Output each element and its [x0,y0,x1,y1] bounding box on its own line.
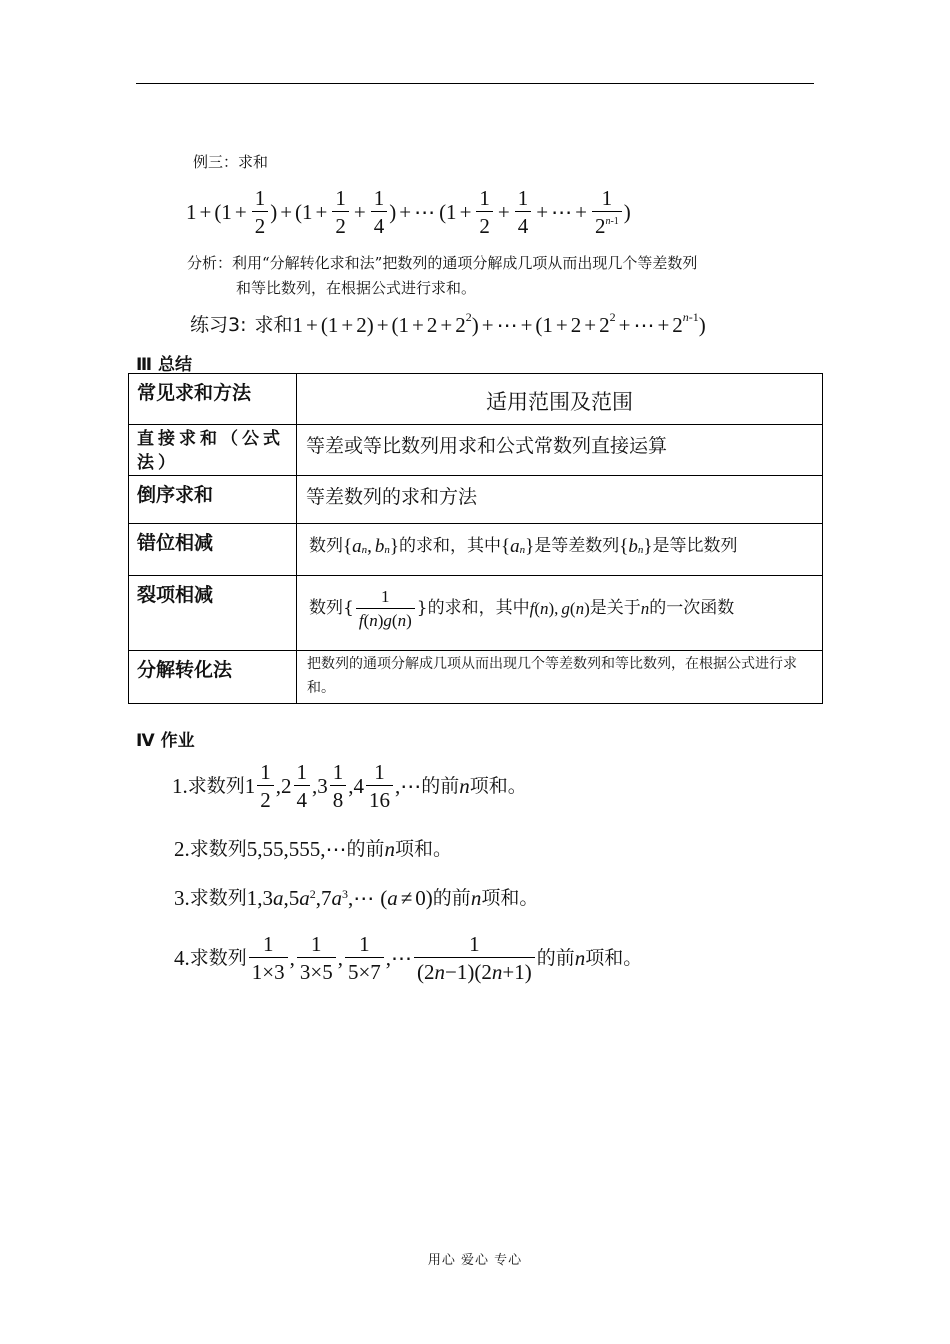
scope-direct: 等差或等比数列用求和公式常数列直接运算 [306,435,668,457]
method-decompose: 分解转化法 [137,659,233,681]
scope-reverse: 等差数列的求和方法 [306,486,478,508]
example3-formula: 1 + (1 + $\frac{1}{2}$ ) + (1 + $\frac{1}{2}$ + $\frac{1}{4}$ ) + ⋯ (1 + $\frac{1}{2}$ + $\frac{1}{4}$ + ⋯ + $\frac{1}{2^{n-1}}$ ) [186,185,631,238]
table-row [129,476,823,524]
header-rule [136,83,814,84]
exercise3-formula: 练习3: 求和 1 + (1 + 2) + (1 + 2 + $2^2$) + ⋯ + (1 + 2 + $2^2$ + ⋯ + 2$^{n-1}$) [190,309,706,337]
table-header-row [129,374,823,425]
analysis-line2: 和等比数列，在根据公式进行求和。 [236,279,477,297]
homework-item-4: 4. 求数列 $\frac{1}{1\times 3}$ , $\frac{1}{3\times 5}$ , $\frac{1}{5\times 7}$ ,⋯ $\frac{1}{(2n-1)(2n+1)}$ 的前 n 项和。 [174,931,643,984]
page-footer: 用心 爱心 专心 [427,1253,523,1268]
table-row [129,651,823,704]
method-offset: 错位相减 [137,532,214,554]
scope-offset: 数列 { a $_n$ , b $_n$ } 的求和，其中 { a $_n$ } 是等差数列 { b $_n$ } 是等比数列 [309,536,738,557]
table-row [129,524,823,576]
table-row [129,576,823,651]
homework-item-1: 1. 求数列 1 $\frac{1}{2}$ ,2 $\frac{1}{4}$ ,3 $\frac{1}{8}$ ,4 $\frac{1}{16}$ ,⋯ 的前 n 项和。 [172,759,527,812]
table-row [129,425,823,476]
analysis-line1: 分析：利用“分解转化求和法”把数列的通项分解成几项从而出现几个等差数列 [187,254,698,272]
homework-item-3: 3. 求数列 1,3 a ,5 a $^2$ ,7 a $^3$ ,⋯ ( a ≠ 0) 的前 n 项和。 [174,885,539,910]
homework-item-2: 2. 求数列 5,55,555,⋯ 的前 n 项和。 [174,836,453,861]
scope-decompose: 把数列的通项分解成几项从而出现几个等差数列和等比数列，在根据公式进行求和。 [307,656,797,696]
method-split: 裂项相减 [137,584,214,606]
summary-heading: Ⅲ 总结 [136,355,192,375]
scope-split: 数列{ $\frac{1}{f(n)g(n)}$ }的求和，其中 f ( n ), g ( n ) 是关于 n 的一次函数 [309,587,735,630]
method-reverse: 倒序求和 [137,484,214,506]
header-col1: 常见求和方法 [137,382,252,404]
homework-heading: Ⅳ 作业 [136,731,195,751]
header-col2: 适用范围及范围 [486,390,633,414]
summary-table [128,373,823,704]
example3-label: 例三：求和 [193,153,269,171]
method-direct: 直接求和（公式法） [137,429,284,473]
